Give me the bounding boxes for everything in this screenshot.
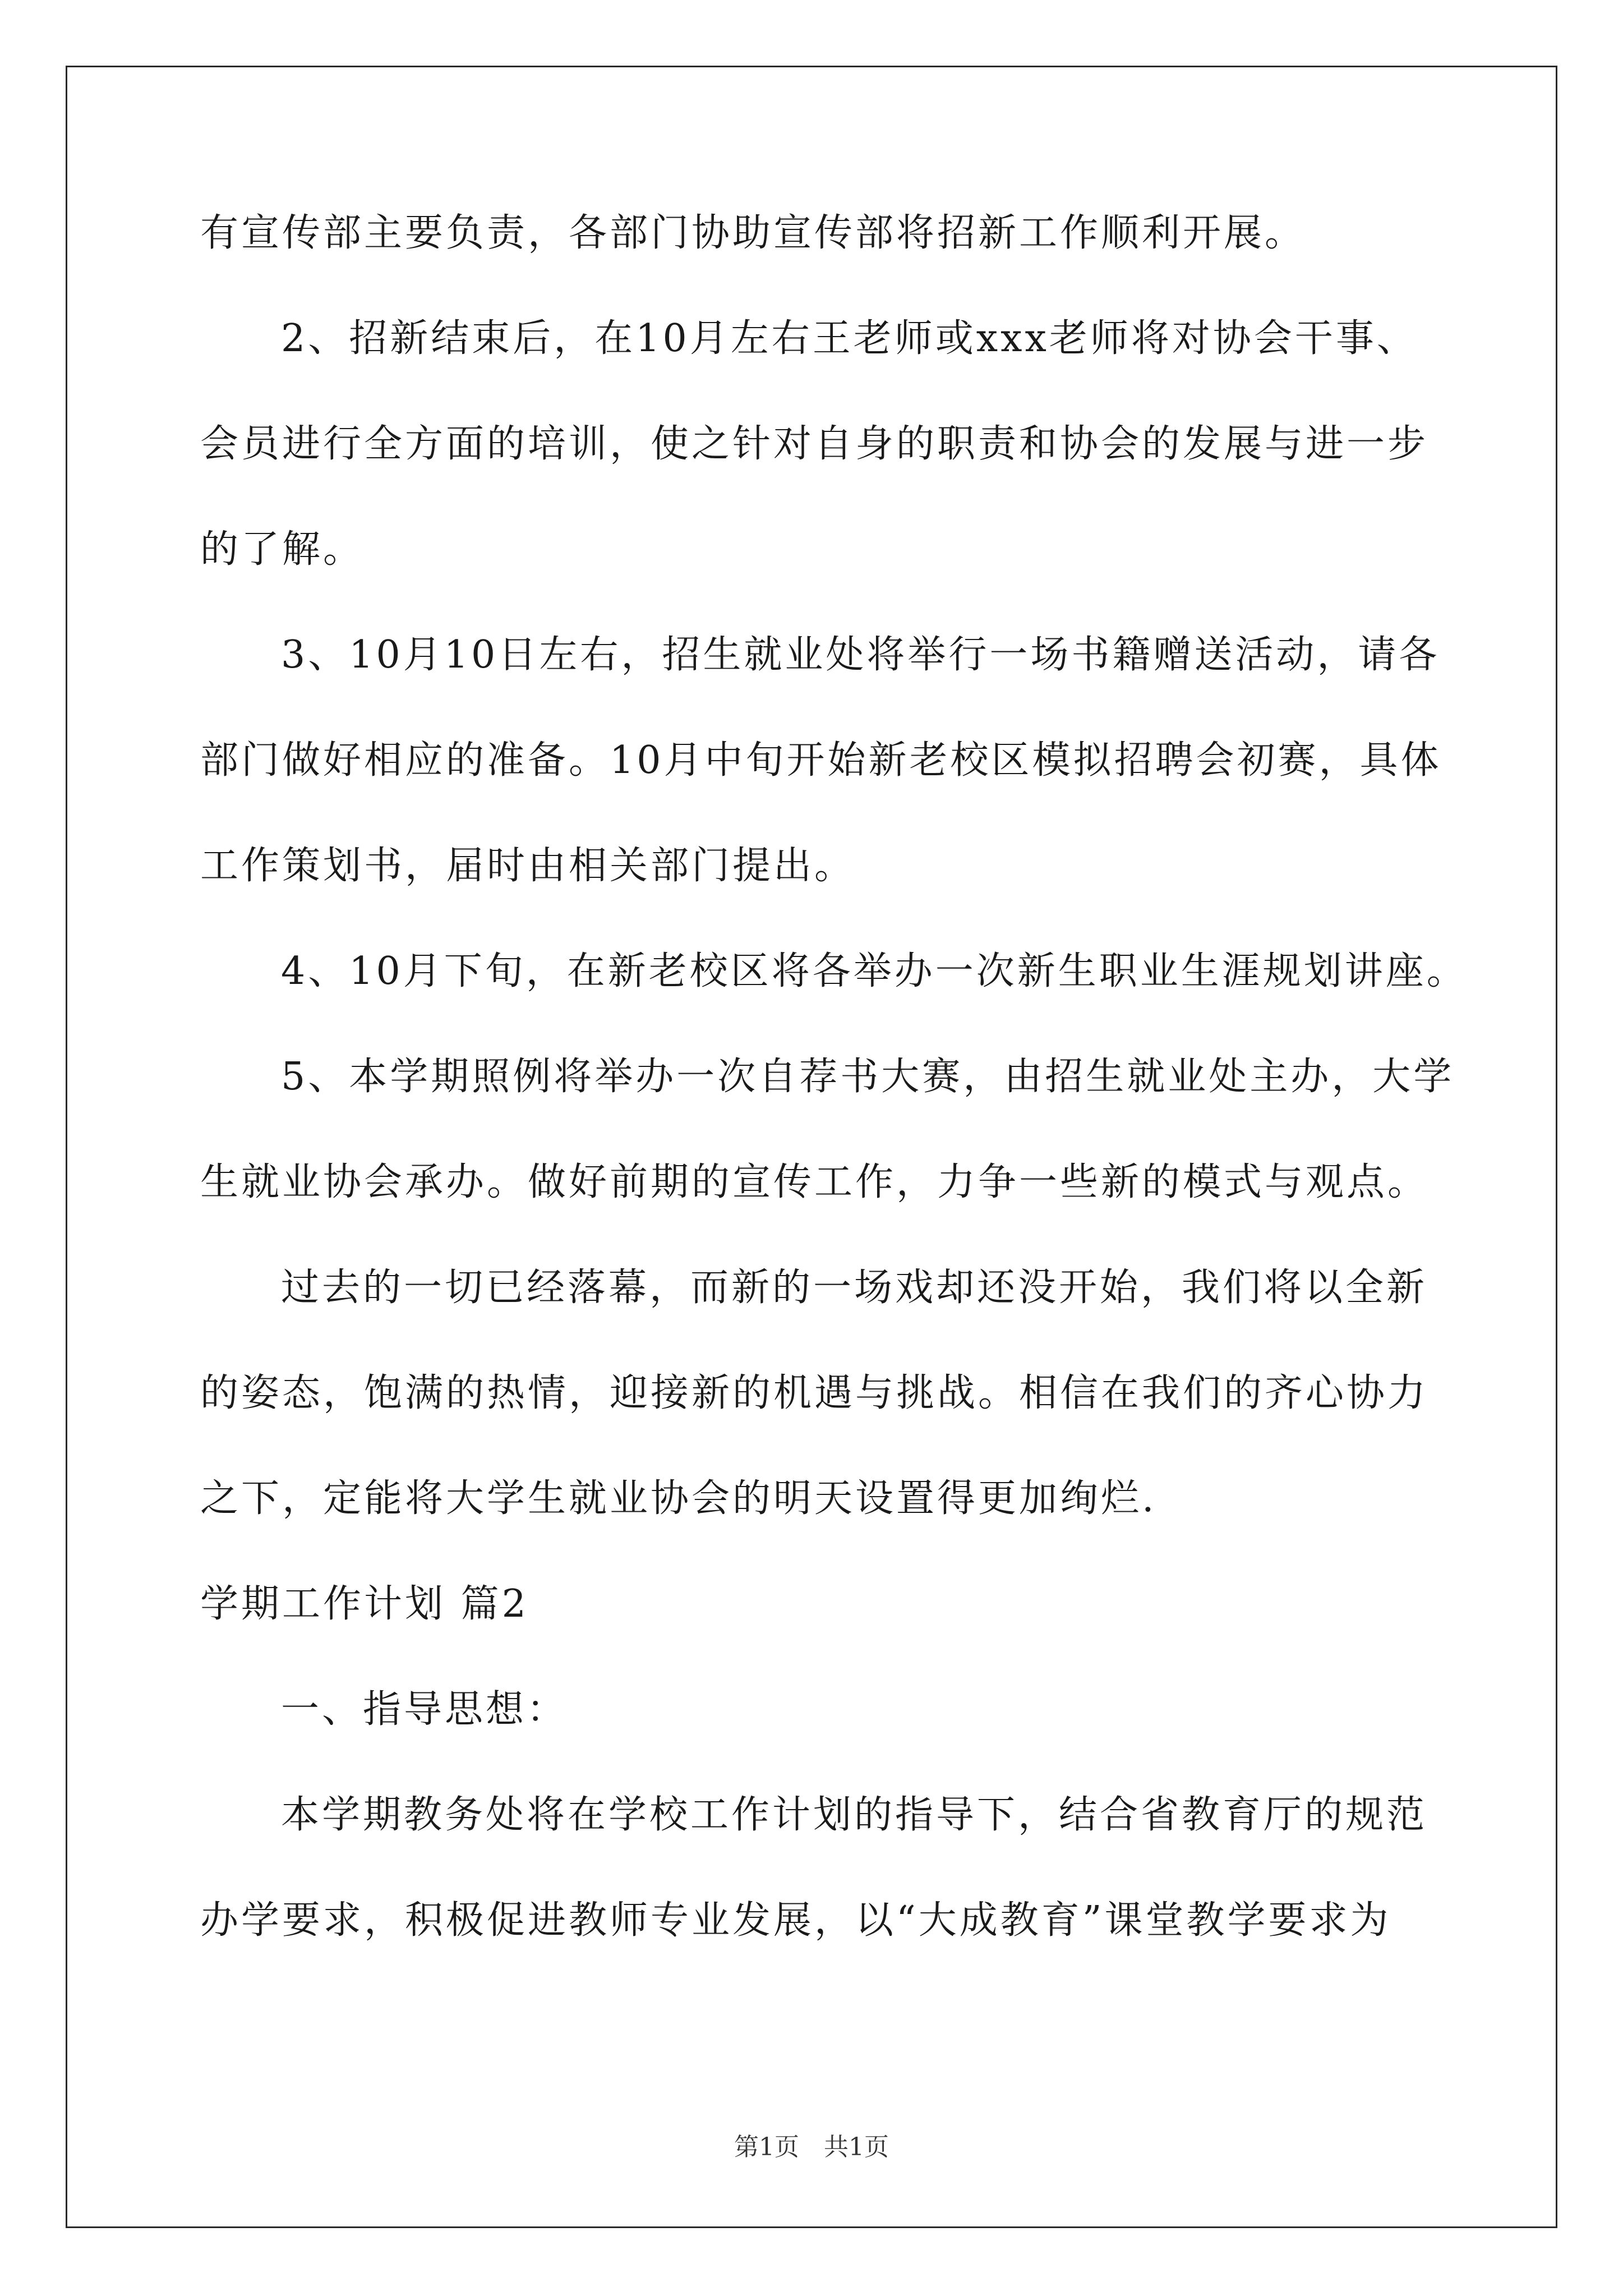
text-line: 之下，定能将大学生就业协会的明天设置得更加绚烂. xyxy=(200,1476,1157,1521)
text-line: 的姿态，饱满的热情，迎接新的机遇与挑战。相信在我们的齐心协力 xyxy=(200,1371,1429,1415)
text-line: 部门做好相应的准备。10月中旬开始新老校区模拟招聘会初赛，具体 xyxy=(200,738,1442,783)
text-line: 本学期教务处将在学校工作计划的指导下，结合省教育厅的规范 xyxy=(281,1793,1428,1837)
text-line: 办学要求，积极促进教师专业发展，以“大成教育”课堂教学要求为 xyxy=(200,1898,1391,1943)
text-line: 有宣传部主要负责，各部门协助宣传部将招新工作顺利开展。 xyxy=(200,211,1306,255)
text-line: 生就业协会承办。做好前期的宣传工作，力争一些新的模式与观点。 xyxy=(200,1160,1429,1204)
subsection-heading: 一、指导思想： xyxy=(281,1687,568,1732)
text-line: 3、10月10日左右，招生就业处将举行一场书籍赠送活动，请各 xyxy=(281,633,1440,677)
page-number-footer: 第1页 共1页 xyxy=(734,2133,889,2161)
text-line: 过去的一切已经落幕，而新的一场戏却还没开始，我们将以全新 xyxy=(281,1266,1428,1310)
text-line: 4、10月下旬，在新老校区将各举办一次新生职业生涯规划讲座。 xyxy=(281,949,1468,993)
text-line: 工作策划书，届时由相关部门提出。 xyxy=(200,844,856,888)
text-line: 2、招新结束后，在10月左右王老师或xxx老师将对协会干事、 xyxy=(281,316,1418,361)
text-line: 5、本学期照例将举办一次自荐书大赛，由招生就业处主办，大学 xyxy=(281,1055,1455,1099)
text-line: 会员进行全方面的培训，使之针对自身的职责和协会的发展与进一步 xyxy=(200,422,1429,466)
section-heading: 学期工作计划 篇2 xyxy=(200,1582,529,1626)
text-line: 的了解。 xyxy=(200,527,365,572)
